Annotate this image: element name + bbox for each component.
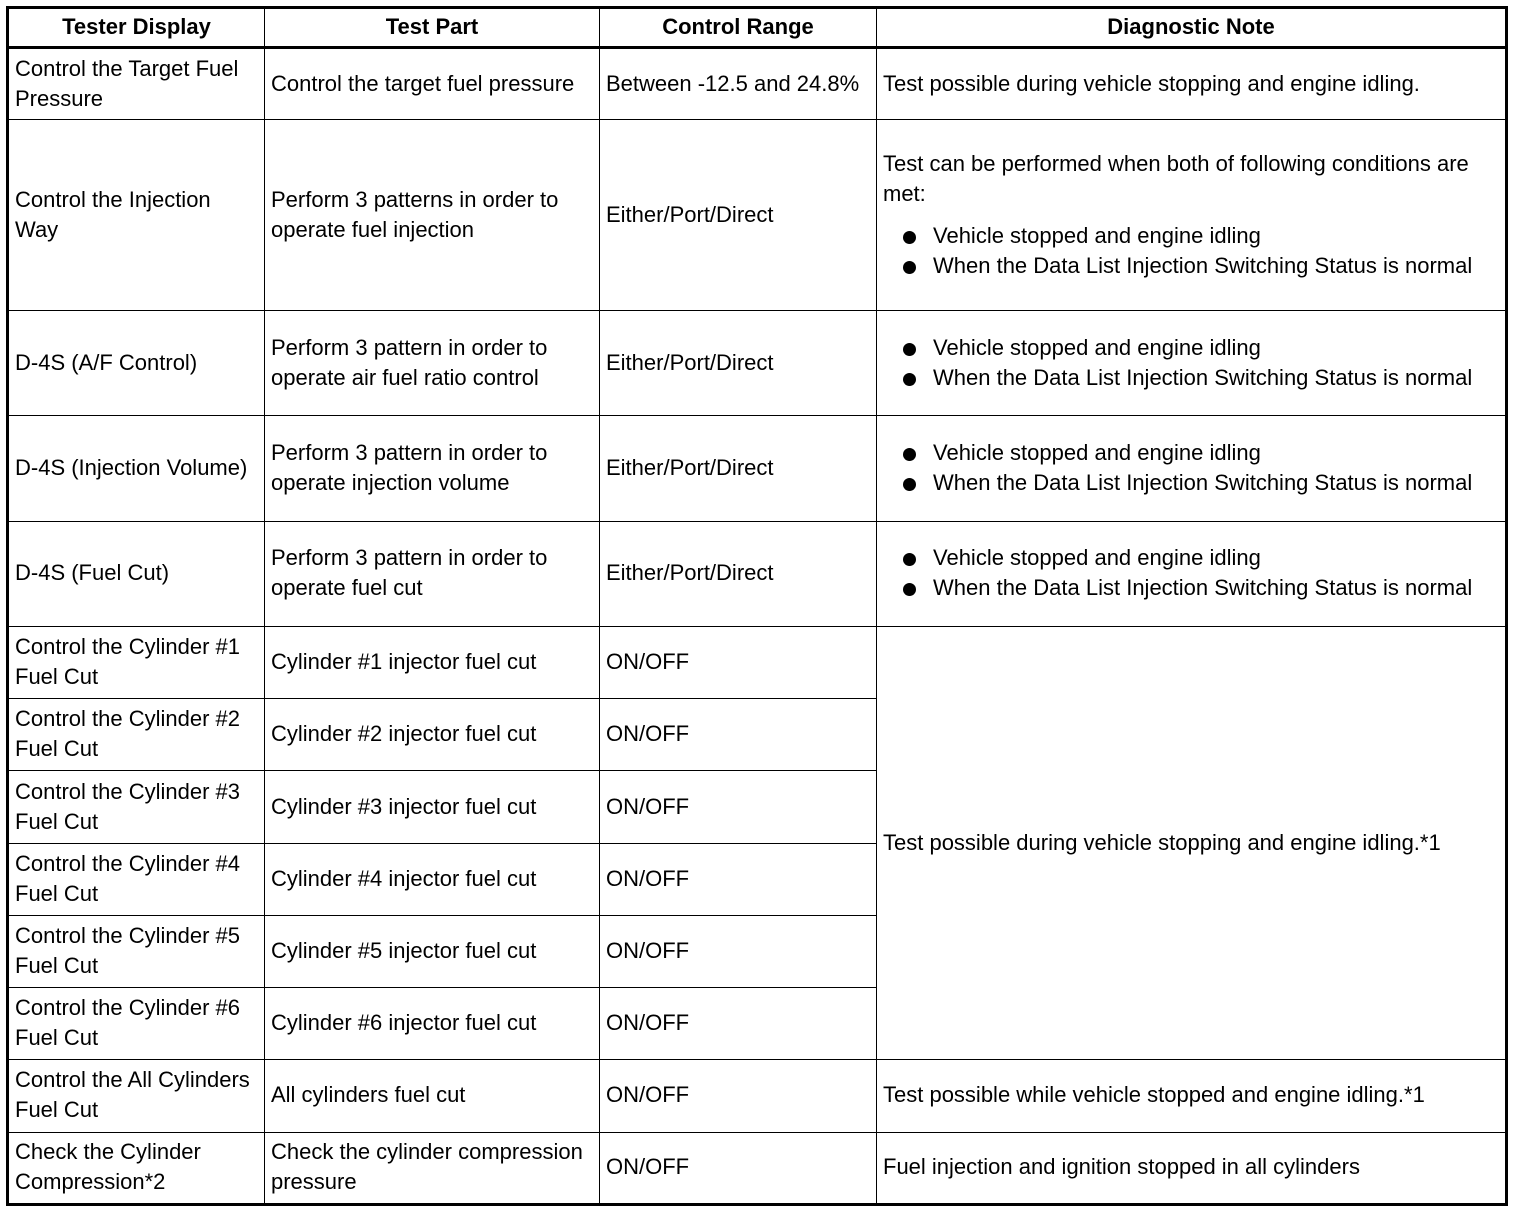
control-range-cell: ON/OFF	[600, 771, 877, 843]
control-range-cell: ON/OFF	[600, 988, 877, 1060]
table-row	[8, 48, 1507, 120]
tester-display-cell: Control the Cylinder #4 Fuel Cut	[8, 843, 265, 915]
tester-display-cell: Control the All Cylinders Fuel Cut	[8, 1060, 265, 1132]
condition-list	[883, 438, 1499, 498]
tester-display-cell: D-4S (A/F Control)	[8, 310, 265, 415]
test-part-cell: Cylinder #5 injector fuel cut	[265, 915, 600, 987]
control-range-cell: Either/Port/Direct	[600, 120, 877, 311]
test-part-cell: All cylinders fuel cut	[265, 1060, 600, 1132]
table-row	[8, 310, 1507, 415]
diagnostic-note-cell: Test possible while vehicle stopped and engine idling.*1	[877, 1060, 1507, 1132]
control-range-cell: ON/OFF	[600, 626, 877, 698]
control-range-cell: ON/OFF	[600, 699, 877, 771]
active-test-table	[6, 6, 1508, 1206]
list-item: When the Data List Injection Switching Status is normal	[883, 251, 1499, 281]
control-range-cell: Either/Port/Direct	[600, 521, 877, 626]
condition-list	[883, 333, 1499, 393]
diagnostic-note-cell: Fuel injection and ignition stopped in all cylinders	[877, 1132, 1507, 1204]
test-part-cell: Cylinder #6 injector fuel cut	[265, 988, 600, 1060]
control-range-cell: Either/Port/Direct	[600, 416, 877, 521]
control-range-cell: ON/OFF	[600, 1060, 877, 1132]
control-range-cell: Between -12.5 and 24.8%	[600, 48, 877, 120]
table-row	[8, 521, 1507, 626]
col-header-test-part: Test Part	[265, 8, 600, 48]
test-part-cell: Perform 3 pattern in order to operate air fuel ratio control	[265, 310, 600, 415]
note-intro: Test can be performed when both of following conditions are met:	[883, 150, 1469, 206]
tester-display-cell: D-4S (Fuel Cut)	[8, 521, 265, 626]
table-row	[8, 120, 1507, 311]
tester-display-cell: Check the Cylinder Compression*2	[8, 1132, 265, 1204]
list-item: When the Data List Injection Switching Status is normal	[883, 468, 1499, 498]
header-row	[8, 8, 1507, 48]
test-part-cell: Cylinder #4 injector fuel cut	[265, 843, 600, 915]
test-part-cell: Cylinder #2 injector fuel cut	[265, 699, 600, 771]
tester-display-cell: Control the Cylinder #1 Fuel Cut	[8, 626, 265, 698]
col-header-tester-display: Tester Display	[8, 8, 265, 48]
tester-display-cell: Control the Cylinder #6 Fuel Cut	[8, 988, 265, 1060]
diagnostic-note-cell	[877, 521, 1507, 626]
diagnostic-note-cell	[877, 120, 1507, 311]
list-item: Vehicle stopped and engine idling	[883, 333, 1499, 363]
tester-display-cell: Control the Cylinder #5 Fuel Cut	[8, 915, 265, 987]
test-part-cell: Perform 3 pattern in order to operate fuel cut	[265, 521, 600, 626]
tester-display-cell: Control the Cylinder #3 Fuel Cut	[8, 771, 265, 843]
list-item: When the Data List Injection Switching Status is normal	[883, 573, 1499, 603]
test-part-cell: Perform 3 patterns in order to operate fuel injection	[265, 120, 600, 311]
diagnostic-note-cell	[877, 310, 1507, 415]
diagnostic-note-cell: Test possible during vehicle stopping and engine idling.	[877, 48, 1507, 120]
test-part-cell: Cylinder #1 injector fuel cut	[265, 626, 600, 698]
table-row	[8, 1060, 1507, 1132]
tester-display-cell: Control the Target Fuel Pressure	[8, 48, 265, 120]
condition-list	[883, 221, 1499, 281]
test-part-cell: Check the cylinder compression pressure	[265, 1132, 600, 1204]
test-part-cell: Perform 3 pattern in order to operate injection volume	[265, 416, 600, 521]
diagnostic-note-cell	[877, 416, 1507, 521]
diagnostic-note-cell: Test possible during vehicle stopping and engine idling.*1	[877, 626, 1507, 1059]
col-header-control-range: Control Range	[600, 8, 877, 48]
tester-display-cell: Control the Cylinder #2 Fuel Cut	[8, 699, 265, 771]
tester-display-cell: D-4S (Injection Volume)	[8, 416, 265, 521]
list-item: Vehicle stopped and engine idling	[883, 221, 1499, 251]
test-part-cell: Cylinder #3 injector fuel cut	[265, 771, 600, 843]
table-row	[8, 416, 1507, 521]
condition-list	[883, 543, 1499, 603]
control-range-cell: ON/OFF	[600, 1132, 877, 1204]
tester-display-cell: Control the Injection Way	[8, 120, 265, 311]
control-range-cell: Either/Port/Direct	[600, 310, 877, 415]
table-row	[8, 1132, 1507, 1204]
control-range-cell: ON/OFF	[600, 843, 877, 915]
list-item: Vehicle stopped and engine idling	[883, 438, 1499, 468]
list-item: Vehicle stopped and engine idling	[883, 543, 1499, 573]
list-item: When the Data List Injection Switching Status is normal	[883, 363, 1499, 393]
test-part-cell: Control the target fuel pressure	[265, 48, 600, 120]
table-row	[8, 626, 1507, 698]
col-header-diagnostic-note: Diagnostic Note	[877, 8, 1507, 48]
control-range-cell: ON/OFF	[600, 915, 877, 987]
